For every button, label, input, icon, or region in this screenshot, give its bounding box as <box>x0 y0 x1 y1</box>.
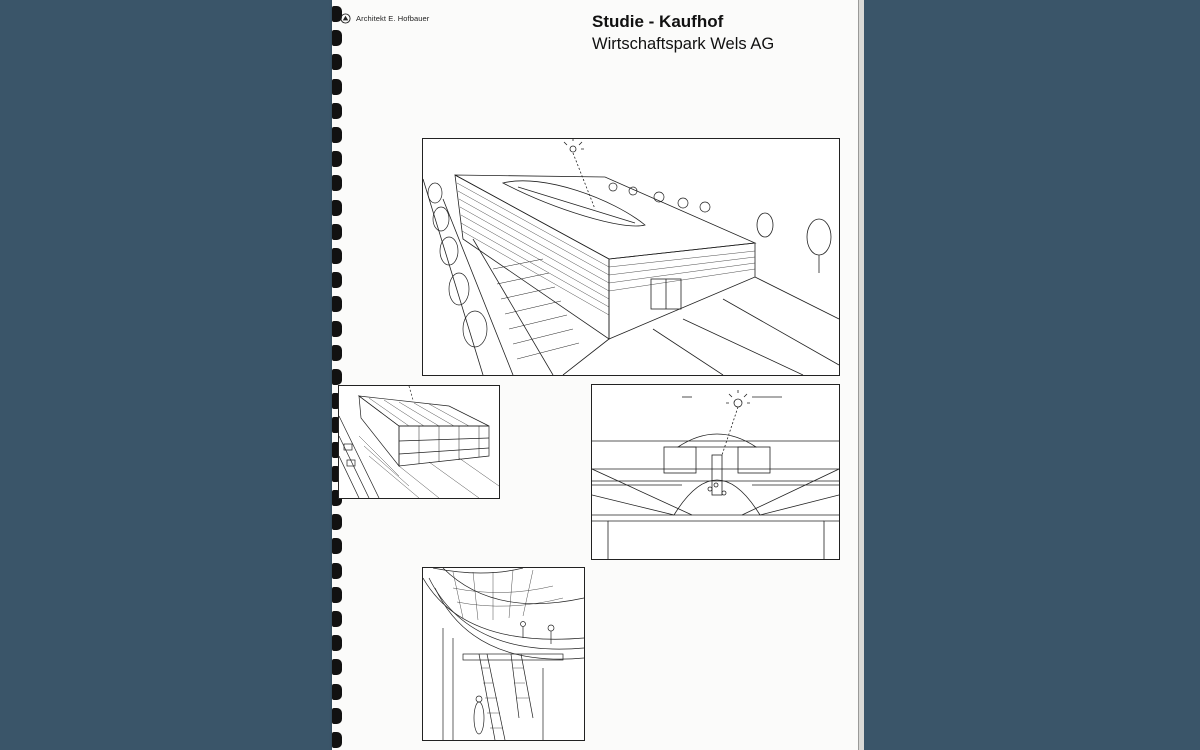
binding-coil <box>332 732 342 748</box>
binding-coil <box>332 659 342 675</box>
binding-coil <box>332 369 342 385</box>
binding-coil <box>332 296 342 312</box>
architect-logo-icon <box>340 13 351 24</box>
binding-coil <box>332 103 342 119</box>
sketch-interior-escalators <box>422 567 585 741</box>
binding-coil <box>332 708 342 724</box>
binding-coil <box>332 54 342 70</box>
sketch-aerial-perspective <box>422 138 840 376</box>
binding-coil <box>332 345 342 361</box>
binding-coil <box>332 587 342 603</box>
binding-coil <box>332 272 342 288</box>
binding-coil <box>332 538 342 554</box>
binding-coil <box>332 514 342 530</box>
binding-coil <box>332 321 342 337</box>
binding-coil <box>332 175 342 191</box>
document-subtitle: Wirtschaftspark Wels AG <box>592 35 775 53</box>
binding-coil <box>332 684 342 700</box>
binding-coil <box>332 224 342 240</box>
architect-header <box>340 13 429 24</box>
page-stack-edge <box>858 0 864 750</box>
binding-coil <box>332 611 342 627</box>
binding-coil <box>332 151 342 167</box>
spiral-binding <box>332 0 346 750</box>
document-title: Studie - Kaufhof <box>592 12 724 31</box>
binding-coil <box>332 563 342 579</box>
sketch-street-perspective <box>338 385 500 499</box>
binding-coil <box>332 127 342 143</box>
binding-coil <box>332 635 342 651</box>
sketch-atrium-section <box>591 384 840 560</box>
binding-coil <box>332 248 342 264</box>
architect-name: Architekt E. Hofbauer <box>356 14 430 23</box>
binding-coil <box>332 30 342 46</box>
binding-coil <box>332 79 342 95</box>
binding-coil <box>332 200 342 216</box>
